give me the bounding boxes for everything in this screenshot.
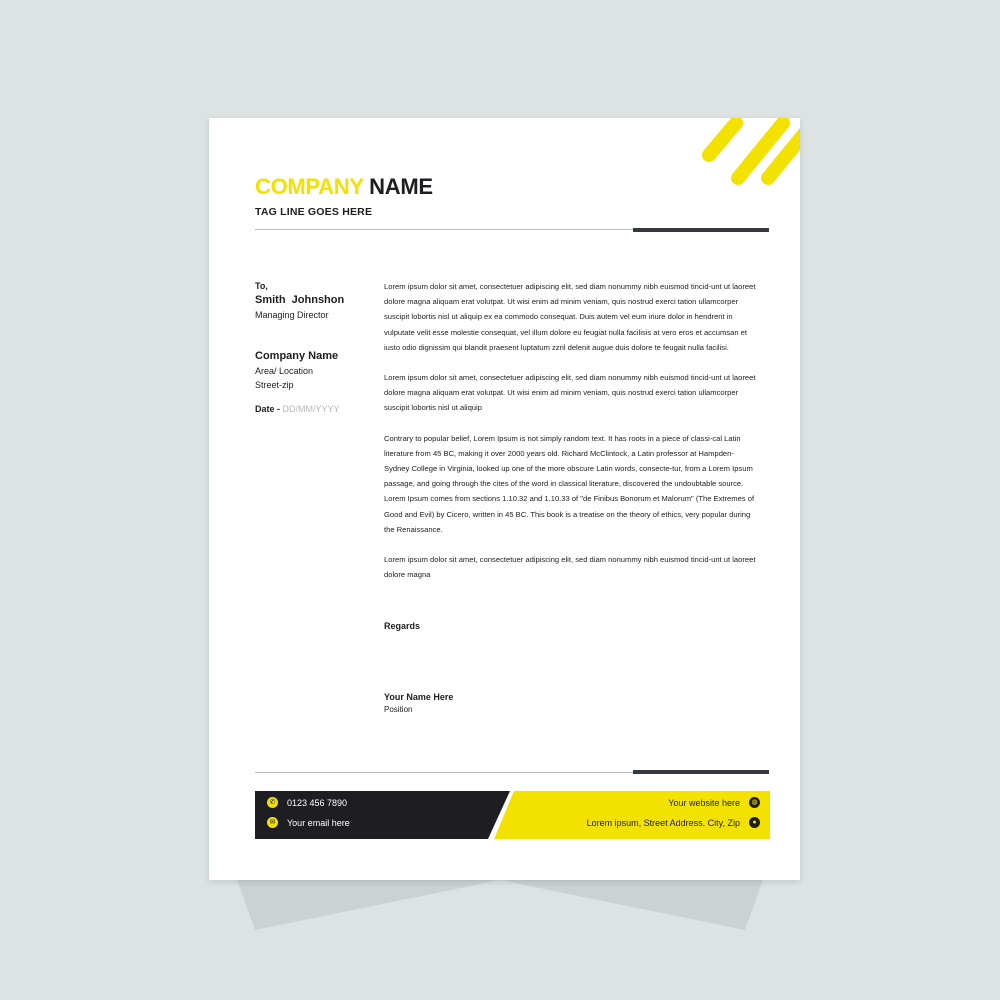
phone-icon: ✆ xyxy=(267,797,278,808)
letter-body xyxy=(384,279,756,597)
corner-stripes-decoration xyxy=(660,118,800,198)
phone-text: 0123 456 7890 xyxy=(287,797,348,808)
footer-website xyxy=(668,797,760,808)
body-paragraph: Lorem ipsum dolor sit amet, consectetuer adipiscing elit, sed diam nonummy nibh euismod tincid-unt ut laoreet dolore magna xyxy=(384,555,756,580)
recipient-name: Smith Johnshon xyxy=(255,294,345,306)
website-text: Your website here xyxy=(668,797,740,808)
header-divider-thin xyxy=(255,229,635,230)
letterhead-page xyxy=(209,118,800,880)
brand-block xyxy=(255,174,433,218)
tagline: TAG LINE GOES HERE xyxy=(255,206,373,218)
date-placeholder: DD/MM/YYYY xyxy=(282,404,340,414)
recipient-street: Street-zip xyxy=(255,380,294,390)
signature-name: Your Name Here xyxy=(384,692,454,702)
company-name xyxy=(255,174,433,200)
body-paragraph: Lorem ipsum dolor sit amet, consectetuer adipiscing elit, sed diam nonummy nibh euismod tincid-unt ut laoreet dolore magna aliquam erat volutpat. Ut wisi enim ad minim veniam, quis nostrud exerci tation ullamcorper suscipit lobortis nisl ut aliquip ex ea commodo consequat. Duis autem vel eum iriure dolor in hendrerit in vulputate velit esse molestie consequat, vel illum dolore eu feugiat nulla facilisis at vero eros et accumsan et iusto odio dignissim qui blandit praesent luptatum zzril delenit augue duis dolore te feugait nulla facilisi. xyxy=(384,282,756,352)
date-line xyxy=(255,404,375,414)
body-paragraph: Lorem ipsum dolor sit amet, consectetuer adipiscing elit, sed diam nonummy nibh euismod tincid-unt ut laoreet dolore magna aliquam erat volutpat. Ut wisi enim ad minim veniam, quis nostrud exerci tation ullamcorper suscipit lobortis nisl ut aliquip xyxy=(384,373,756,413)
header-divider-thick xyxy=(633,228,769,232)
globe-icon: ◍ xyxy=(749,797,760,808)
footer-email xyxy=(267,817,350,828)
recipient-area: Area/ Location xyxy=(255,366,314,376)
date-label: Date - xyxy=(255,404,283,414)
mail-icon: ✉ xyxy=(267,817,278,828)
footer-divider-thick xyxy=(633,770,769,774)
signature-position: Position xyxy=(384,705,413,714)
address-text: Lorem ipsum, Street Address. City, Zip xyxy=(586,817,740,828)
to-label: To, xyxy=(255,281,268,291)
email-text: Your email here xyxy=(287,817,350,828)
company-name-rest: NAME xyxy=(369,174,433,199)
regards-label: Regards xyxy=(384,621,421,631)
location-pin-icon: ● xyxy=(749,817,760,828)
footer-divider-thin xyxy=(255,772,635,773)
company-name-highlight: COMPANY xyxy=(255,174,364,199)
footer-address xyxy=(587,817,760,828)
recipient-block xyxy=(255,281,375,414)
body-paragraph: Contrary to popular belief, Lorem Ipsum is not simply random text. It has roots in a piece of classi-cal Latin literature from 45 BC, making it over 2000 years old. Richard McClintock, a Latin professor at Hampden-Sydney College in Virginia, looked up one of the more obscure Latin words, consecte-tur, from a Lorem Ipsum passage, and going through the cites of the word in classical literature, discovered the undoubtable source. Lorem Ipsum comes from sections 1.10.32 and 1.10.33 of "de Finibus Bonorum et Malorum" (The Extremes of Good and Evil) by Cicero, written in 45 BC. This book is a treatise on the theory of ethics, very popular during the Renaissance. xyxy=(384,433,755,534)
recipient-title: Managing Director xyxy=(255,310,329,320)
recipient-company: Company Name xyxy=(255,350,339,362)
footer-phone xyxy=(267,797,347,808)
